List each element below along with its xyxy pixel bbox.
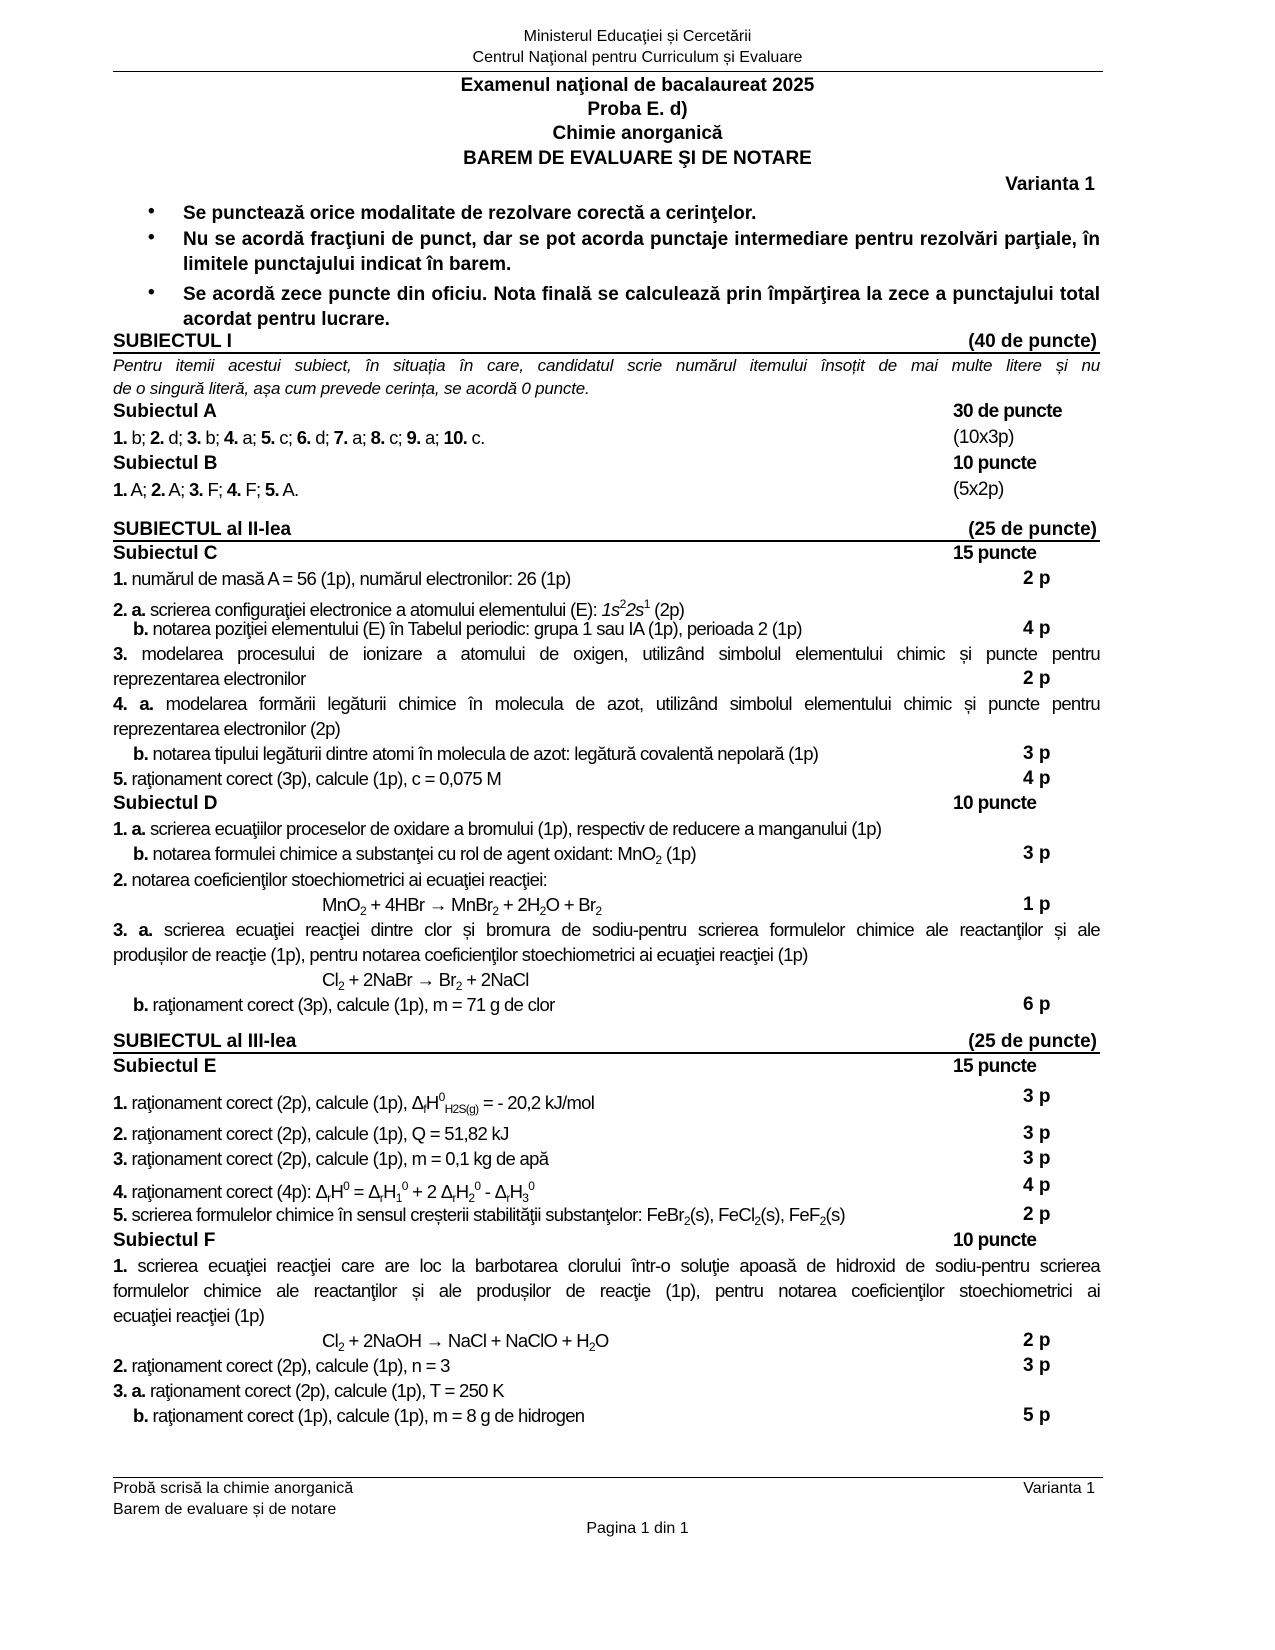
points-label: 15 puncte	[953, 543, 1037, 564]
points-label: 3 p	[1023, 1123, 1051, 1144]
barem-line	[113, 668, 306, 690]
points-label: 6 p	[1023, 994, 1051, 1015]
line-text: 2	[492, 904, 499, 918]
line-text: modelarea formării legăturii chimice în molecula de azot, utilizând simbolul elementului chimic și puncte pentru	[153, 693, 1101, 714]
line-text: b.	[133, 994, 149, 1015]
line-text: 2	[360, 904, 366, 918]
line-text: Subiectul D	[113, 793, 218, 814]
line-text: 6.	[296, 427, 311, 448]
line-text: 2	[455, 979, 462, 993]
line-text: Subiectul C	[113, 543, 218, 564]
barem-line	[113, 1204, 845, 1232]
section-heading	[113, 1230, 215, 1252]
line-text: 5.	[113, 768, 128, 789]
line-text: a;	[420, 427, 444, 448]
line-text: O	[594, 1330, 609, 1351]
line-text: = - 20,2 kJ/mol	[478, 1092, 595, 1113]
line-text: 5.	[260, 427, 275, 448]
line-text: 2	[338, 1340, 345, 1354]
section-heading	[113, 543, 218, 565]
line-text: c.	[467, 427, 485, 448]
line-text: scrierea ecuaţiilor proceselor de oxidare a bromului (1p), respectiv de reducere a manganului (1p)	[145, 818, 882, 839]
line-text: 4.	[226, 479, 241, 500]
line-text: 1.	[113, 479, 128, 500]
barem-line	[133, 618, 802, 640]
bullet-icon: •	[148, 227, 155, 248]
section-underline	[113, 352, 1100, 354]
section-heading	[113, 793, 218, 815]
line-text: f	[423, 1102, 426, 1116]
barem-line	[113, 1280, 1100, 1302]
line-text: A;	[127, 479, 151, 500]
line-text: notarea tipului legăturii dintre atomi în molecula de azot: legătură covalentă nepolară (1p)	[148, 743, 819, 764]
line-text: 0	[401, 1179, 408, 1193]
line-text: 10.	[443, 427, 468, 448]
line-text: 2.	[113, 1355, 128, 1376]
line-text: 1s	[601, 599, 620, 620]
points-label: (5x2p)	[953, 479, 1004, 500]
line-text: reprezentarea electronilor	[113, 668, 306, 689]
line-text: b;	[127, 427, 150, 448]
line-text: 0	[343, 1179, 350, 1193]
line-text: 2	[819, 1214, 826, 1228]
line-text: modelarea procesului de ionizare a atomului de oxigen, utilizând simbolul elementului chimic și puncte pentru	[127, 643, 1100, 664]
line-text: 1.	[113, 568, 128, 589]
ministry-name: Ministerul Educaţiei și Cercetării	[523, 28, 752, 45]
line-text: H2S(g)	[444, 1102, 479, 1116]
line-text: raţionament corect (2p), calcule (1p), Δ	[127, 1092, 424, 1113]
line-text: 2.	[150, 479, 166, 500]
line-text: 5.	[264, 479, 279, 500]
line-text: 2.	[149, 427, 164, 448]
points-label: 3 p	[1023, 843, 1051, 864]
line-text: raţionament corect (2p), calcule (1p), T = 250 K	[145, 1380, 504, 1401]
barem-line	[113, 1355, 450, 1377]
line-text: raţionament corect (2p), calcule (1p), m = 0,1 kg de apă	[127, 1148, 549, 1169]
barem-line	[113, 768, 501, 790]
line-text: raţionament corect (2p), calcule (1p), n = 3	[127, 1355, 450, 1376]
line-text: scrierea configuraţiei electronice a atomului elementului (E):	[145, 599, 602, 620]
footer-divider	[113, 1477, 1103, 1478]
line-text: A;	[165, 479, 189, 500]
line-text: 0	[438, 1090, 445, 1104]
line-text: b.	[133, 618, 149, 639]
header-divider	[113, 71, 1103, 72]
line-text: + 2NaCl	[461, 969, 529, 990]
points-label: 2 p	[1023, 668, 1051, 689]
line-text: 2	[338, 979, 345, 993]
barem-line	[322, 894, 601, 922]
barem-line	[322, 1330, 609, 1358]
barem-line	[133, 743, 818, 765]
points-label: 5 p	[1023, 1405, 1051, 1426]
points-label: 10 puncte	[953, 453, 1037, 474]
line-text: scrierea formulelor chimice în sensul creșterii stabilităţii substanţelor: FeBr	[127, 1204, 684, 1225]
barem-line	[113, 693, 1100, 715]
line-text: de o singură literă, așa cum prevede cerința, se acordă 0 puncte.	[113, 379, 590, 398]
line-text: (s)	[825, 1204, 846, 1225]
line-text: a;	[237, 427, 261, 448]
line-text: (s), FeCl	[689, 1204, 755, 1225]
page-number: Pagina 1 din 1	[586, 1520, 689, 1537]
line-text: 1.	[113, 1255, 128, 1276]
barem-line	[113, 1380, 504, 1402]
barem-line	[113, 378, 590, 400]
line-text: 8.	[370, 427, 385, 448]
points-label: 3 p	[1023, 1355, 1051, 1376]
line-text: 3	[522, 1191, 529, 1205]
line-text: notarea coeficienţilor stoechiometrici ai ecuaţiei reacţiei:	[127, 869, 548, 890]
barem-line	[113, 919, 1100, 941]
line-text: produșilor de reacţie (1p), pentru notarea coeficienţilor stoechiometrici ai ecuaţiei reacţiei (1p)	[113, 944, 808, 965]
barem-line	[133, 843, 696, 871]
barem-line	[113, 869, 547, 891]
points-label: 3 p	[1023, 743, 1051, 764]
line-text: b.	[133, 843, 149, 864]
line-text: 1.	[113, 1092, 128, 1113]
line-text: 0	[528, 1179, 535, 1193]
points-label: (25 de puncte)	[968, 1031, 1097, 1052]
line-text: notarea poziţiei elementului (E) în Tabelul periodic: grupa 1 sau IA (1p), perioada 2 (1p)	[148, 618, 802, 639]
line-text: d;	[310, 427, 334, 448]
barem-line	[113, 944, 808, 966]
points-label: 4 p	[1023, 618, 1051, 639]
line-text: r	[379, 1191, 384, 1205]
exam-title: Examenul naţional de bacalaureat 2025	[460, 75, 815, 96]
line-text: Cl	[322, 969, 339, 990]
barem-line	[113, 1148, 548, 1170]
barem-line	[133, 994, 555, 1016]
line-text: F;	[240, 479, 265, 500]
line-text: 2	[539, 904, 546, 918]
line-text: Subiectul E	[113, 1056, 217, 1077]
section-heading	[113, 453, 218, 475]
section-heading	[113, 1031, 296, 1053]
line-text: 1. a.	[113, 818, 146, 839]
barem-line	[113, 818, 881, 840]
line-text: r	[506, 1191, 510, 1205]
line-text: raţionament corect (1p), calcule (1p), m = 8 g de hidrogen	[148, 1405, 585, 1426]
points-label: (40 de puncte)	[968, 331, 1097, 352]
section-heading	[113, 519, 291, 541]
line-text: 3.	[186, 427, 201, 448]
line-text: 4.	[223, 427, 238, 448]
line-text: A.	[278, 479, 299, 500]
points-label: 2 p	[1023, 568, 1051, 589]
bullet-icon: •	[148, 201, 155, 222]
barem-line	[113, 718, 340, 740]
line-text: 4. a.	[113, 693, 154, 714]
footer-barem: Barem de evaluare și de notare	[113, 1501, 337, 1518]
line-text: + 2NaBr → Br	[344, 969, 456, 990]
line-text: 3.	[113, 1148, 128, 1169]
barem-line	[113, 427, 485, 449]
line-text: Subiectul B	[113, 453, 218, 474]
line-text: 1.	[113, 427, 128, 448]
line-text: ecuaţiei reacţiei (1p)	[113, 1305, 265, 1326]
line-text: 2	[683, 1214, 690, 1228]
line-text: 3.	[188, 479, 203, 500]
line-text: b.	[133, 1405, 149, 1426]
footer-exam: Probă scrisă la chimie anorganică	[113, 1480, 354, 1497]
line-text: c;	[274, 427, 297, 448]
points-label: 10 puncte	[953, 1230, 1037, 1251]
line-text: 2	[588, 1340, 595, 1354]
center-name: Centrul Naţional pentru Curriculum și Evaluare	[472, 49, 803, 66]
line-text: 1	[395, 1191, 402, 1205]
points-label: 1 p	[1023, 894, 1051, 915]
line-text: d;	[163, 427, 187, 448]
line-text: raţionament corect (3p), calcule (1p), m = 71 g de clor	[148, 994, 555, 1015]
barem-line	[113, 479, 298, 501]
line-text: reprezentarea electronilor (2p)	[113, 718, 341, 739]
points-label: 4 p	[1023, 768, 1051, 789]
line-text: c;	[384, 427, 407, 448]
line-text: 2. a.	[113, 599, 146, 620]
points-label: 4 p	[1023, 1175, 1051, 1196]
barem-line	[113, 643, 1100, 665]
line-text: Pentru itemii acestui subiect, în situația în care, candidatul scrie numărul itemului însoțit de mai multe litere și nu	[113, 356, 1100, 375]
line-text: 2.	[113, 869, 128, 890]
line-text: + 2 Δ	[407, 1181, 453, 1202]
points-label: 3 p	[1023, 1148, 1051, 1169]
rule-3: Se acordă zece puncte din oficiu. Nota finală se calculează prin împărţirea la zece a punctajului total acordat pentru lucrare.	[183, 284, 1100, 330]
line-text: 2	[619, 597, 626, 611]
line-text: H	[330, 1181, 344, 1202]
exam-subtitle: Proba E. d)	[587, 99, 688, 120]
line-text: H	[383, 1181, 396, 1202]
line-text: 0	[474, 1179, 481, 1193]
line-text: raţionament corect (2p), calcule (1p), Q = 51,82 kJ	[127, 1123, 509, 1144]
line-text: SUBIECTUL al II-lea	[113, 519, 292, 540]
section-underline	[113, 540, 1100, 542]
footer-variant: Varianta 1	[1023, 1480, 1095, 1497]
points-label: 30 de puncte	[953, 401, 1062, 422]
line-text: H	[455, 1181, 469, 1202]
line-text: = Δ	[349, 1181, 380, 1202]
line-text: + 2H	[498, 894, 540, 915]
line-text: + 4HBr → MnBr	[365, 894, 493, 915]
line-text: formulelor chimice ale reactanţilor și ale produșilor de reacţie (1p), pentru notarea coeficienţilor stoechiometrici ai	[113, 1280, 1100, 1301]
barem-line	[113, 1123, 509, 1145]
line-text: 7.	[333, 427, 348, 448]
variant-label: Varianta 1	[1005, 174, 1095, 195]
line-text: Cl	[322, 1330, 339, 1351]
line-text: Subiectul F	[113, 1230, 216, 1251]
rule-1: Se punctează orice modalitate de rezolvare corectă a cerinţelor.	[183, 203, 757, 224]
line-text: raţionament corect (3p), calcule (1p), c = 0,075 M	[127, 768, 502, 789]
line-text: 4.	[113, 1181, 128, 1202]
line-text: raţionament corect (4p): Δ	[127, 1181, 328, 1202]
line-text: 1	[643, 597, 650, 611]
line-text: - Δ	[480, 1181, 507, 1202]
barem-line	[113, 355, 1100, 377]
barem-line	[133, 1405, 584, 1427]
points-label: 2 p	[1023, 1204, 1051, 1225]
section-heading	[113, 1056, 216, 1078]
line-text: 2s	[625, 599, 644, 620]
bullet-icon: •	[148, 282, 155, 303]
line-text: 2	[655, 853, 662, 867]
line-text: (s), FeF	[760, 1204, 820, 1225]
line-text: a;	[347, 427, 371, 448]
line-text: H	[509, 1181, 523, 1202]
line-text: F;	[203, 479, 227, 500]
line-text: (1p)	[661, 843, 696, 864]
line-text: scrierea ecuaţiei reacţiei dintre clor și bromura de sodiu-pentru scrierea formulelor chimice ale reactanţilor și ale	[152, 919, 1100, 940]
barem-line	[113, 593, 684, 621]
subject-title: Chimie anorganică	[552, 123, 723, 144]
line-text: b.	[133, 743, 149, 764]
line-text: SUBIECTUL I	[113, 331, 232, 352]
barem-line	[113, 1086, 594, 1120]
barem-line	[113, 568, 571, 590]
section-underline	[113, 1052, 1100, 1054]
line-text: O + Br	[545, 894, 596, 915]
barem-line	[113, 1255, 1100, 1277]
line-text: H	[425, 1092, 439, 1113]
line-text: 2	[468, 1191, 475, 1205]
points-label: (25 de puncte)	[968, 519, 1097, 540]
line-text: r	[327, 1191, 331, 1205]
rule-2: Nu se acordă fracţiuni de punct, dar se pot acorda punctaje intermediare pentru rezolvări parţiale, în limitele punctajului indicat în barem.	[183, 229, 1100, 275]
line-text: b;	[200, 427, 224, 448]
section-heading	[113, 401, 217, 423]
line-text: 5.	[113, 1204, 128, 1225]
line-text: MnO	[322, 894, 360, 915]
line-text: 2	[754, 1214, 761, 1228]
line-text: 3. a.	[113, 1380, 146, 1401]
line-text: (2p)	[649, 599, 685, 620]
line-text: SUBIECTUL al III-lea	[113, 1031, 297, 1052]
line-text: scrierea ecuaţiei reacţiei care are loc la barbotarea clorului într-o soluţie apoasă de hidroxid de sodiu-pentru scrierea	[127, 1255, 1100, 1276]
line-text: Subiectul A	[113, 401, 217, 422]
points-label: 3 p	[1023, 1086, 1051, 1107]
points-label: 10 puncte	[953, 793, 1037, 814]
barem-line	[113, 1305, 264, 1327]
barem-title: BAREM DE EVALUARE ŞI DE NOTARE	[463, 148, 812, 169]
section-heading	[113, 331, 232, 353]
line-text: 3.	[113, 643, 128, 664]
line-text: 2	[595, 904, 602, 918]
barem-line	[322, 969, 529, 997]
points-label: 2 p	[1023, 1330, 1051, 1351]
line-text: numărul de masă A = 56 (1p), numărul electronilor: 26 (1p)	[127, 568, 571, 589]
line-text: notarea formulei chimice a substanţei cu rol de agent oxidant: MnO	[148, 843, 656, 864]
line-text: 9.	[406, 427, 421, 448]
line-text: 3. a.	[113, 919, 153, 940]
points-label: 15 puncte	[953, 1056, 1037, 1077]
line-text: 2.	[113, 1123, 128, 1144]
line-text: + 2NaOH → NaCl + NaClO + H	[344, 1330, 589, 1351]
points-label: (10x3p)	[953, 427, 1014, 448]
line-text: r	[452, 1191, 456, 1205]
